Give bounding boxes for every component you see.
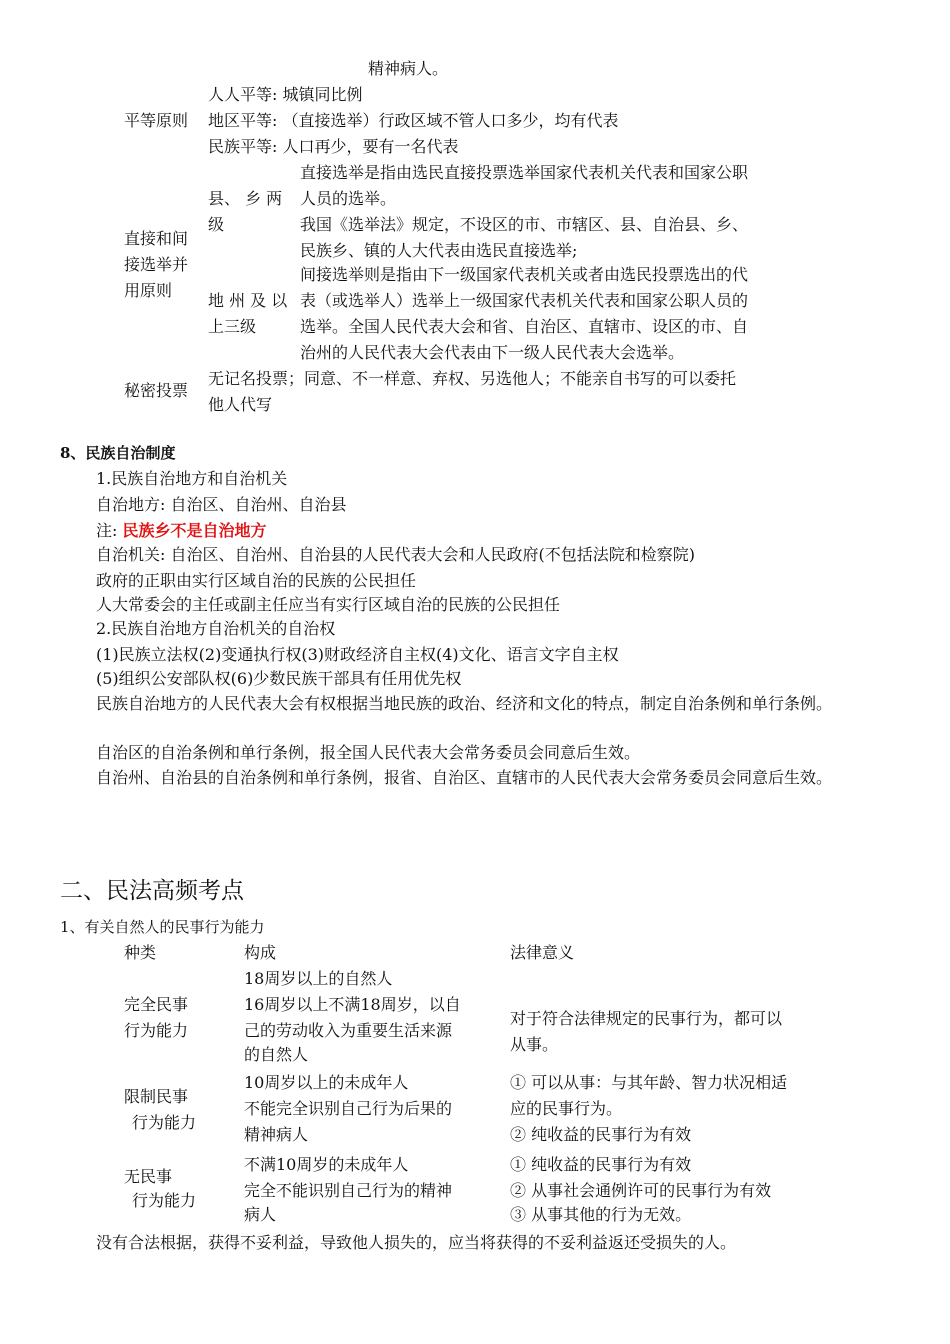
note-highlight: 民族乡不是自治地方	[122, 521, 267, 540]
row-meaning: ② 纯收益的民事行为有效	[510, 1125, 692, 1144]
autonomous-places: 自治地方: 自治区、自治州、自治县	[96, 495, 347, 514]
indirect-election-text: 表（或选举人）选举上一级国家代表机关代表和国家公职人员的	[300, 291, 749, 310]
direct-indirect-label-line: 用原则	[124, 281, 173, 300]
row-type: 限制民事	[124, 1087, 189, 1106]
subheading: 1.民族自治地方和自治机关	[96, 469, 288, 488]
row-meaning: 应的民事行为。	[510, 1099, 623, 1118]
row-composition: 不能完全识别自己行为后果的	[244, 1099, 453, 1118]
secret-ballot-label: 秘密投票	[124, 381, 189, 400]
paragraph: 自治州、自治县的自治条例和单行条例，报省、自治区、直辖市的人民代表大会常务委员会同意后生效。	[96, 768, 833, 787]
column-header: 法律意义	[510, 943, 575, 962]
column-header: 种类	[124, 943, 157, 962]
row-meaning: ① 纯收益的民事行为有效	[510, 1155, 692, 1174]
row-composition: 10周岁以上的未成年人	[244, 1073, 409, 1092]
direct-election-text: 直接选举是指由选民直接投票选举国家代表机关代表和国家公职	[300, 163, 749, 182]
upper-level-label: 地 州 及 以	[208, 291, 288, 310]
indirect-election-text: 间接选举则是指由下一级国家代表机关或者由选民投票选出的代	[300, 265, 749, 284]
row-composition: 不满10周岁的未成年人	[244, 1155, 409, 1174]
note-prefix: 注:	[96, 521, 118, 540]
direct-indirect-label-line: 直接和间	[124, 229, 189, 248]
direct-election-text: 人员的选举。	[300, 189, 397, 208]
row-composition: 18周岁以上的自然人	[244, 969, 393, 988]
row-type: 无民事	[124, 1167, 173, 1186]
equality-item: 人人平等: 城镇同比例	[208, 85, 363, 104]
row-meaning: ③ 从事其他的行为无效。	[510, 1205, 692, 1224]
indirect-election-text: 治州的人民代表大会代表由下一级人民代表大会选举。	[300, 343, 685, 362]
row-type: 行为能力	[124, 1021, 189, 1040]
row-composition: 己的劳动收入为重要生活来源	[244, 1021, 453, 1040]
county-level-label: 县、 乡 两	[208, 189, 283, 208]
row-type: 完全民事	[124, 995, 189, 1014]
secret-ballot-text: 无记名投票；同意、不一样意、弃权、另选他人；不能亲自书写的可以委托	[208, 369, 737, 388]
secret-ballot-text: 他人代写	[208, 395, 273, 414]
row-composition: 16周岁以上不满18周岁，以自	[244, 995, 461, 1014]
item-heading: 1、有关自然人的民事行为能力	[60, 918, 265, 936]
row-meaning: ① 可以从事：与其年龄、智力状况相适	[510, 1073, 788, 1092]
row-meaning: ② 从事社会通例许可的民事行为有效	[510, 1181, 772, 1200]
direct-election-text: 我国《选举法》规定，不设区的市、市辖区、县、自治县、乡、	[300, 215, 749, 234]
row-composition: 精神病人	[244, 1125, 309, 1144]
row-composition: 的自然人	[244, 1045, 309, 1064]
rights-list: (1)民族立法权(2)变通执行权(3)财政经济自主权(4)文化、语言文字自主权	[96, 645, 619, 664]
autonomous-organs: 自治机关: 自治区、自治州、自治县的人民代表大会和人民政府(不包括法院和检察院)	[96, 545, 695, 564]
indirect-election-text: 选举。全国人民代表大会和省、自治区、直辖市、设区的市、自	[300, 317, 749, 336]
direct-indirect-label-line: 接选举并	[124, 255, 189, 274]
equality-item: 地区平等: （直接选举）行政区域不管人口多少，均有代表	[208, 111, 619, 130]
row-type: 行为能力	[132, 1113, 197, 1132]
subheading: 2.民族自治地方自治机关的自治权	[96, 619, 336, 638]
table-cell-continued: 精神病人。	[368, 59, 449, 78]
row-meaning: 从事。	[510, 1035, 559, 1054]
direct-election-text: 民族乡、镇的人大代表由选民直接选举;	[300, 241, 578, 260]
column-header: 构成	[244, 943, 277, 962]
government-head-rule: 政府的正职由实行区域自治的民族的公民担任	[96, 571, 417, 590]
county-level-label: 级	[208, 215, 225, 234]
npc-head-rule: 人大常委会的主任或副主任应当有实行区域自治的民族的公民担任	[96, 595, 561, 614]
paragraph: 自治区的自治条例和单行条例，报全国人民代表大会常务委员会同意后生效。	[96, 743, 641, 762]
upper-level-label: 上三级	[208, 317, 257, 336]
note-line	[96, 520, 267, 542]
closing-paragraph: 没有合法根据，获得不妥利益，导致他人损失的，应当将获得的不妥利益返还受损失的人。	[96, 1233, 737, 1252]
row-composition: 病人	[244, 1205, 277, 1224]
equality-item: 民族平等: 人口再少，要有一名代表	[208, 137, 459, 156]
row-meaning: 对于符合法律规定的民事行为，都可以	[510, 1009, 783, 1028]
row-type: 行为能力	[132, 1191, 197, 1210]
row-composition: 完全不能识别自己行为的精神	[244, 1181, 453, 1200]
section-heading: 二、民法高频考点	[60, 878, 244, 904]
section-heading: 8、民族自治制度	[60, 444, 176, 462]
rights-list: (5)组织公安部队权(6)少数民族干部具有任用优先权	[96, 669, 462, 688]
equality-principle-label: 平等原则	[124, 111, 189, 130]
paragraph: 民族自治地方的人民代表大会有权根据当地民族的政治、经济和文化的特点，制定自治条例和单行条例。	[96, 694, 833, 713]
